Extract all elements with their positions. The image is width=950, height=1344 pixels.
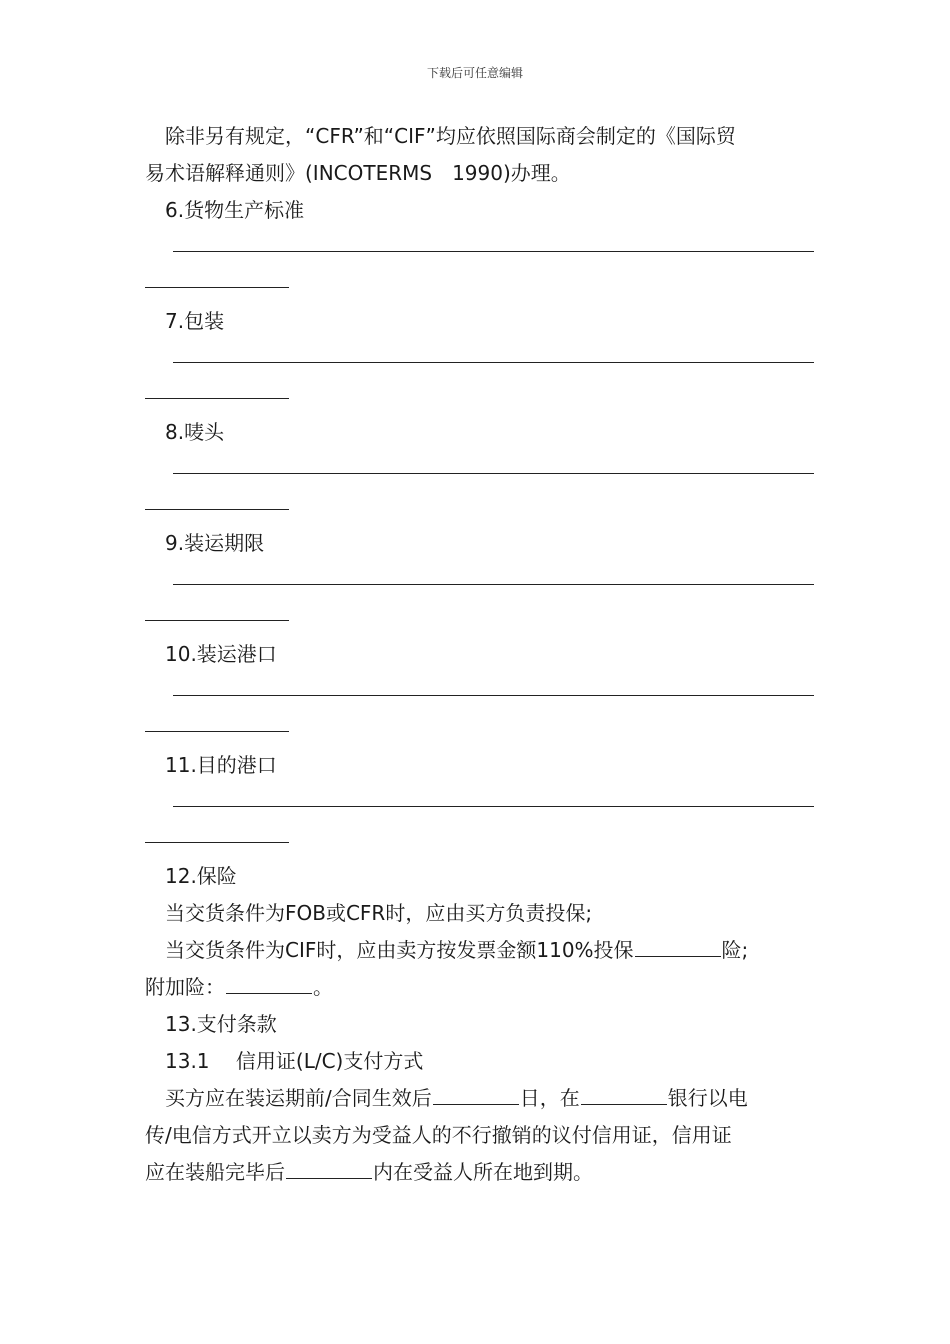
section-9-title: 9.装运期限 — [165, 531, 265, 555]
section-11-blank — [145, 784, 810, 858]
intro-line-2: 易术语解释通则》(INCOTERMS 1990)办理。 — [145, 161, 571, 185]
document-body — [145, 118, 810, 1191]
payment-line-1-mid: 日，在 — [519, 1086, 580, 1110]
section-10-blank — [145, 673, 810, 747]
bank-blank — [581, 1086, 667, 1105]
insurance-title: 12.保险 — [165, 864, 237, 888]
intro-line-1: 除非另有规定，“CFR”和“CIF”均应依照国际商会制定的《国际贸 — [165, 124, 736, 148]
payment-line-2: 传/电信方式开立以卖方为受益人的不行撤销的议付信用证，信用证 — [145, 1123, 732, 1147]
insurance-line-3-end: 。 — [313, 975, 333, 999]
payment-line-1-text: 买方应在装运期前/合同生效后 — [165, 1086, 432, 1110]
section-7-blank — [145, 340, 810, 414]
insurance-line-3 — [145, 969, 810, 1006]
payment-line-1-end: 银行以电 — [667, 1086, 748, 1110]
additional-insurance-blank — [226, 975, 312, 994]
insurance-type-blank — [635, 938, 721, 957]
payment-line-3 — [145, 1154, 810, 1191]
payment-subtitle: 13.1 信用证(L/C)支付方式 — [165, 1049, 424, 1073]
section-6-title: 6.货物生产标准 — [165, 198, 305, 222]
payment-title: 13.支付条款 — [165, 1012, 277, 1036]
payment-line-1 — [145, 1080, 810, 1117]
section-8-blank — [145, 451, 810, 525]
expiry-blank — [286, 1160, 372, 1179]
payment-line-3-end: 内在受益人所在地到期。 — [373, 1160, 593, 1184]
additional-insurance-label: 附加险： — [145, 975, 225, 999]
insurance-line-2-end: 险; — [721, 938, 749, 962]
days-blank — [433, 1086, 519, 1105]
insurance-line-1: 当交货条件为FOB或CFR时，应由买方负责投保; — [165, 901, 593, 925]
insurance-line-2-text: 当交货条件为CIF时，应由卖方按发票金额110%投保 — [165, 938, 634, 962]
section-11-title: 11.目的港口 — [165, 753, 277, 777]
payment-line-3-text: 应在装船完毕后 — [145, 1160, 285, 1184]
insurance-line-2 — [145, 932, 810, 969]
section-9-blank — [145, 562, 810, 636]
section-6-blank — [145, 229, 810, 303]
section-7-title: 7.包装 — [165, 309, 225, 333]
section-10-title: 10.装运港口 — [165, 642, 277, 666]
section-8-title: 8.唛头 — [165, 420, 225, 444]
page-header: 下载后可任意编辑 — [426, 66, 523, 80]
